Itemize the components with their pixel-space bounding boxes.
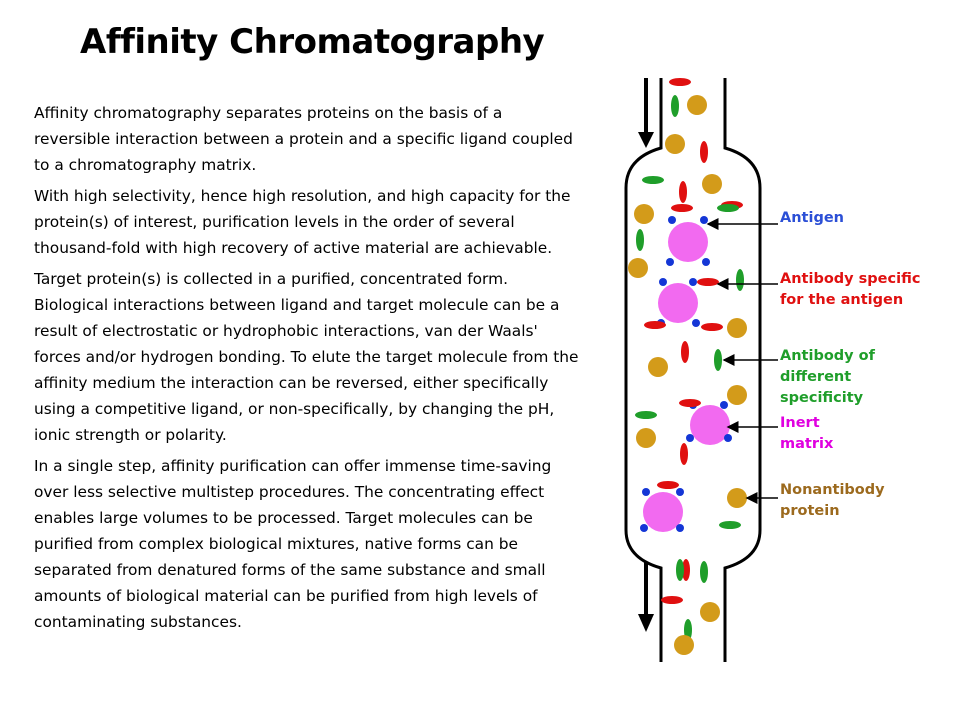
matrix-bead-4	[640, 488, 684, 532]
label-antibody-different: Antibody of different specificity	[780, 348, 875, 406]
chromatography-column-diagram	[600, 70, 950, 670]
label-nonantibody: Nonantibody protein	[780, 482, 885, 519]
flow-in-arrow-icon	[638, 78, 654, 148]
flow-out-arrow-icon	[638, 562, 654, 632]
column-illustration	[600, 70, 950, 670]
paragraph-intro: Affinity chromatography separates proteins on the basis of a reversible interaction between a protein and a specific ligand coupled to a chromatography matrix.	[34, 104, 573, 174]
matrix-bead-1	[666, 216, 710, 266]
label-antibody-specific: Antibody specific for the antigen	[780, 271, 921, 308]
matrix-bead-3	[686, 401, 732, 445]
paragraph-single-step: In a single step, affinity purification can offer immense time-saving over less selective multistep procedures. The concentrating effect enables large volumes to be processed. Target molecules can be purified from complex biological mixtures, native forms can be separated from denatured forms of the same substance and small amounts of biological material can be purified from high levels of contaminating substances.	[34, 457, 552, 631]
label-inert-matrix: Inert matrix	[780, 415, 834, 452]
paragraph-target-protein: Target protein(s) is collected in a purified, concentrated form. Biological interactions between ligand and target molecule can be a result of electrostatic or hydrophobic interactions, van der Waals' forces and/or hydrogen bonding. To elute the target molecule from the affinity medium the interaction can be reversed, either specifically using a competitive ligand, or non-specifically, by changing the pH, ionic strength or polarity.	[34, 270, 579, 444]
label-antigen: Antigen	[780, 210, 844, 226]
page-title: Affinity Chromatography	[80, 22, 545, 62]
body-text	[34, 100, 582, 640]
paragraph-selectivity: With high selectivity, hence high resolution, and high capacity for the protein(s) of interest, purification levels in the order of several thousand-fold with high recovery of active material are achievable.	[34, 187, 571, 257]
matrix-bead-2	[657, 278, 700, 327]
